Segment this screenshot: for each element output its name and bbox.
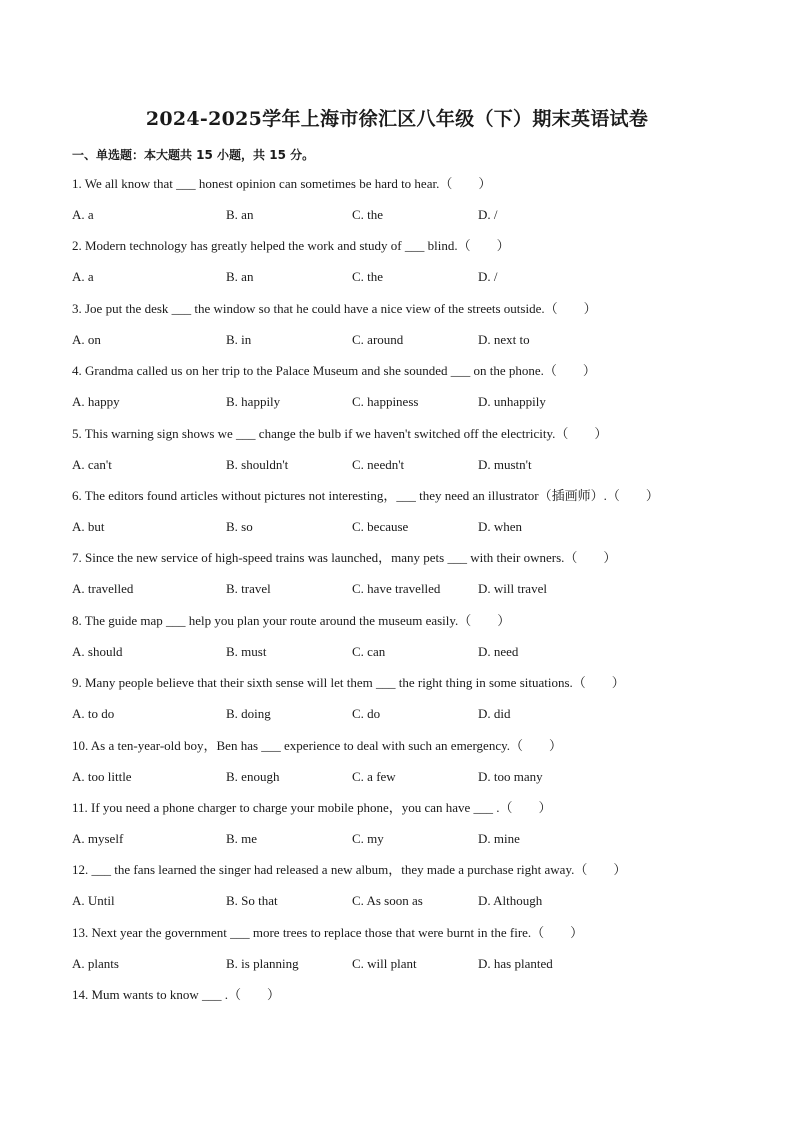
option-row — [72, 203, 752, 227]
option-a: A. to do — [72, 706, 115, 722]
option-c: C. needn't — [352, 456, 405, 472]
question-9 — [72, 671, 752, 733]
option-b: B. enough — [226, 768, 280, 784]
option-row — [72, 827, 752, 851]
option-d: D. has planted — [478, 955, 553, 971]
question-stem: 8. The guide map ___ help you plan your route around the museum easily.（ ） — [72, 612, 511, 628]
option-d: D. will travel — [478, 581, 547, 597]
option-c: C. can — [352, 643, 386, 659]
option-b: B. doing — [226, 706, 271, 722]
question-stem: 13. Next year the government ___ more trees to replace those that were burnt in the fire.（ ） — [72, 924, 584, 940]
option-c: C. do — [352, 706, 381, 722]
question-13 — [72, 921, 752, 983]
question-stem: 3. Joe put the desk ___ the window so that he could have a nice view of the streets outside.（ ） — [72, 300, 597, 316]
option-a: A. plants — [72, 955, 119, 971]
option-b: B. must — [226, 643, 267, 659]
option-d: D. mine — [478, 830, 520, 846]
option-row — [72, 952, 752, 976]
option-a: A. travelled — [72, 581, 134, 597]
option-c: C. have travelled — [352, 581, 441, 597]
option-c: C. will plant — [352, 955, 417, 971]
option-a: A. but — [72, 518, 105, 534]
option-c: C. because — [352, 518, 409, 534]
option-d: D. when — [478, 518, 523, 534]
option-a: A. too little — [72, 768, 132, 784]
option-c: C. my — [352, 830, 384, 846]
option-row — [72, 640, 752, 664]
option-b: B. an — [226, 207, 254, 222]
question-stem: 9. Many people believe that their sixth sense will let them ___ the right thing in some situations.（ ） — [72, 675, 625, 691]
option-d: D. next to — [478, 331, 530, 347]
question-7 — [72, 546, 752, 608]
option-row — [72, 702, 752, 726]
question-4 — [72, 359, 752, 421]
option-c: C. As soon as — [352, 893, 423, 909]
option-a: A. Until — [72, 893, 115, 909]
section-heading: 一、单选题：本大题共 15 小题，共 15 分。 — [72, 148, 315, 162]
option-a: A. should — [72, 643, 123, 659]
option-b: B. travel — [226, 581, 271, 597]
option-row — [72, 577, 752, 601]
question-8 — [72, 609, 752, 671]
option-c: C. happiness — [352, 394, 419, 410]
question-stem: 6. The editors found articles without pictures not interesting，___ they need an illustrator（插画师）.（ ） — [72, 487, 659, 503]
question-stem: 14. Mum wants to know ___ .（ ） — [72, 987, 281, 1003]
question-stem: 4. Grandma called us on her trip to the Palace Museum and she sounded ___ on the phone.（ ） — [72, 363, 596, 379]
option-c: C. the — [352, 207, 384, 222]
option-a: A. happy — [72, 394, 120, 410]
question-2 — [72, 234, 752, 296]
option-d: D. did — [478, 706, 511, 722]
question-10 — [72, 734, 752, 796]
question-3 — [72, 297, 752, 359]
option-b: B. happily — [226, 394, 281, 410]
option-d: D. too many — [478, 768, 543, 784]
option-b: B. in — [226, 331, 252, 347]
document-title: 2024-2025学年上海市徐汇区八年级（下）期末英语试卷 — [145, 108, 649, 130]
option-a: A. myself — [72, 830, 124, 846]
option-d: D. mustn't — [478, 456, 532, 472]
question-14 — [72, 983, 752, 1045]
question-stem: 1. We all know that ___ honest opinion can sometimes be hard to hear.（ ） — [72, 176, 492, 191]
option-d: D. Although — [478, 893, 543, 909]
question-11 — [72, 796, 752, 858]
option-b: B. an — [226, 269, 254, 285]
question-list — [72, 172, 752, 1045]
option-row — [72, 265, 752, 289]
option-row — [72, 390, 752, 414]
option-row — [72, 765, 752, 789]
option-b: B. So that — [226, 893, 278, 909]
option-d: D. unhappily — [478, 394, 546, 410]
question-1 — [72, 172, 752, 234]
question-stem: 11. If you need a phone charger to charge your mobile phone，you can have ___ .（ ） — [72, 799, 552, 815]
option-row — [72, 328, 752, 352]
option-row — [72, 453, 752, 477]
option-row — [72, 889, 752, 913]
option-b: B. so — [226, 518, 253, 534]
option-a: A. a — [72, 207, 94, 222]
option-row — [72, 515, 752, 539]
option-c: C. around — [352, 331, 404, 347]
option-a: A. a — [72, 269, 94, 285]
option-d: D. need — [478, 643, 519, 659]
option-a: A. on — [72, 331, 101, 347]
option-d: D. / — [478, 269, 498, 285]
question-stem: 12. ___ the fans learned the singer had released a new album，they made a purchase right away.（ ） — [72, 862, 627, 878]
option-b: B. is planning — [226, 955, 299, 971]
question-stem: 2. Modern technology has greatly helped the work and study of ___ blind.（ ） — [72, 238, 510, 254]
question-stem: 10. As a ten-year-old boy，Ben has ___ experience to deal with such an emergency.（ ） — [72, 737, 562, 753]
option-c: C. a few — [352, 768, 396, 784]
question-stem: 5. This warning sign shows we ___ change the bulb if we haven't switched off the electricity.（ ） — [72, 425, 608, 441]
option-a: A. can't — [72, 456, 112, 472]
question-5 — [72, 422, 752, 484]
option-b: B. shouldn't — [226, 456, 289, 472]
option-d: D. / — [478, 207, 498, 222]
option-b: B. me — [226, 830, 258, 846]
question-12 — [72, 858, 752, 920]
question-6 — [72, 484, 752, 546]
option-c: C. the — [352, 269, 384, 285]
question-stem: 7. Since the new service of high-speed trains was launched，many pets ___ with their owners.（ ） — [72, 550, 617, 566]
